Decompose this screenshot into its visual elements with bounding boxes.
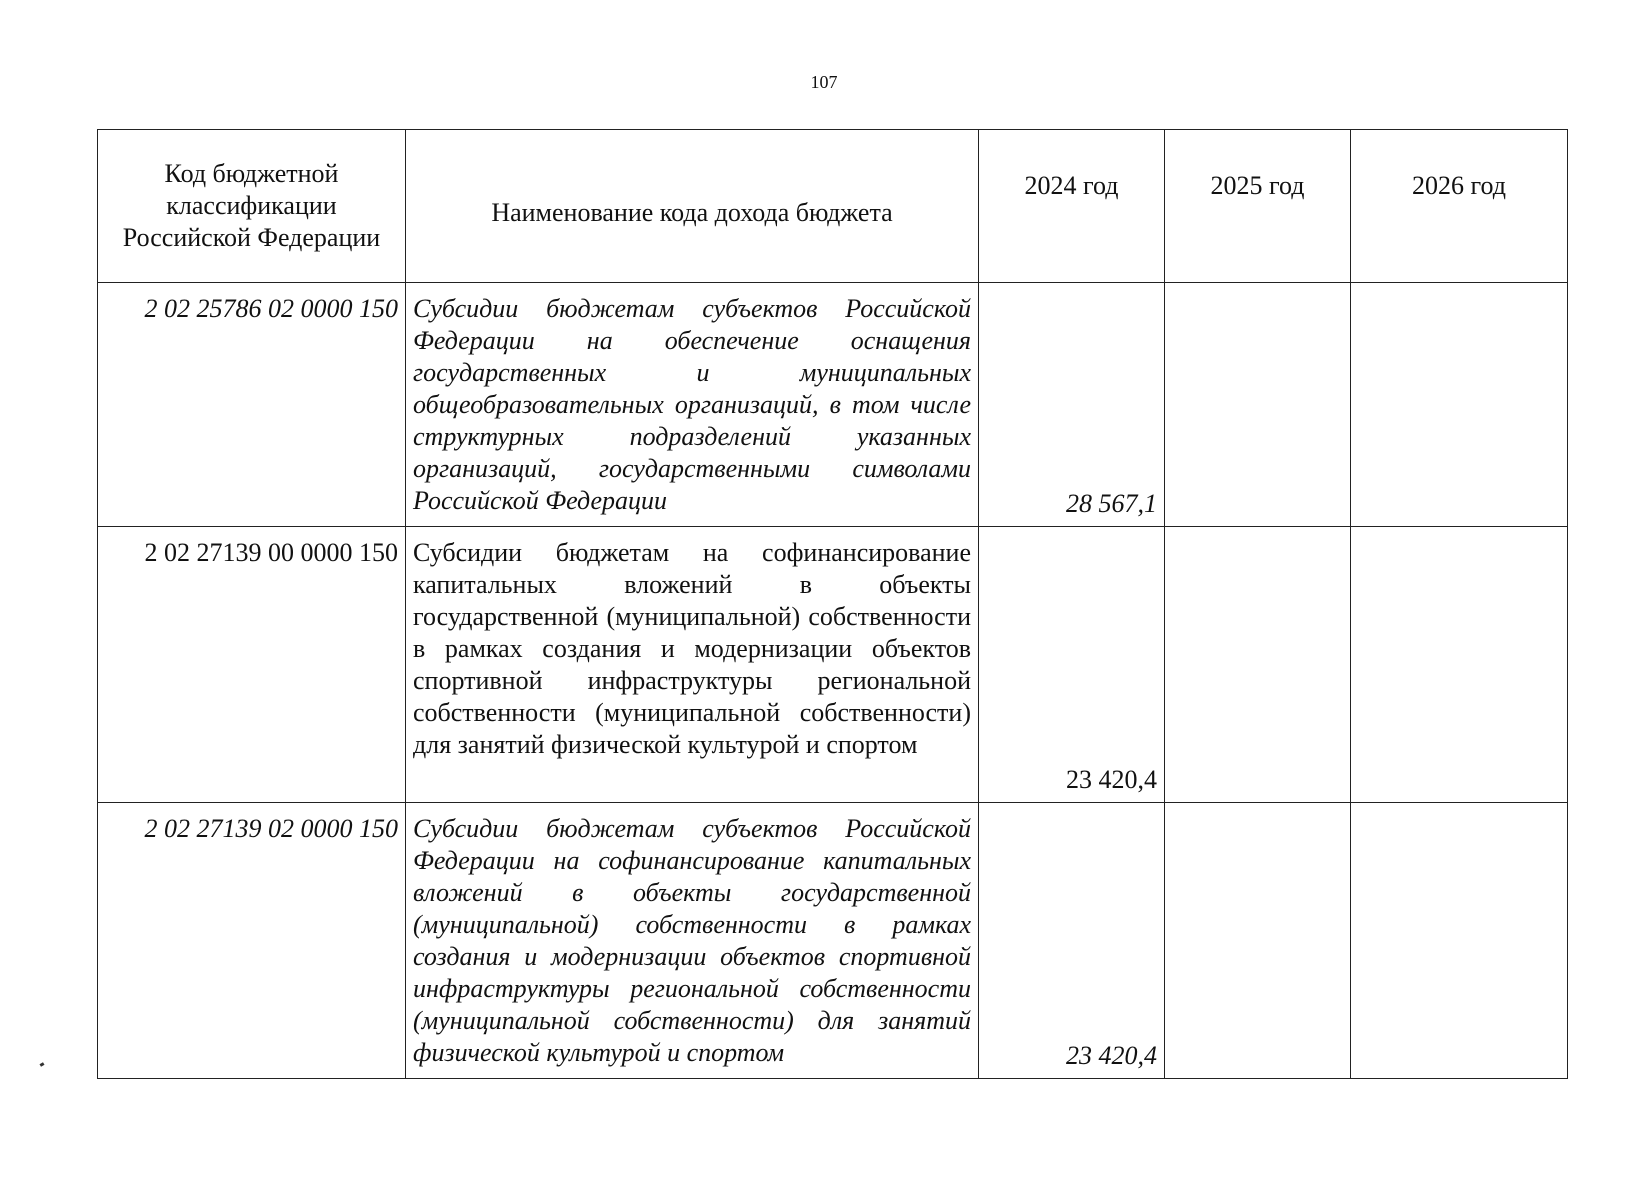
row-amount-2026 xyxy=(1351,527,1568,803)
table-row xyxy=(98,527,1568,803)
row-amount-2026 xyxy=(1351,803,1568,1079)
row-code: 2 02 27139 00 0000 150 xyxy=(98,527,406,803)
header-2024: 2024 год xyxy=(979,130,1165,283)
row-code: 2 02 27139 02 0000 150 xyxy=(98,803,406,1079)
header-2026: 2026 год xyxy=(1351,130,1568,283)
row-name: Субсидии бюджетам на софинансирование капитальных вложений в объекты государственной (муниципальной) собственности в рамках создания и модернизации объектов спортивной инфраструктуры региональной собственности (муниципальной собственности) для занятий физической культурой и спортом xyxy=(406,527,979,803)
table-row xyxy=(98,803,1568,1079)
row-amount-2025 xyxy=(1165,283,1351,527)
header-name: Наименование кода дохода бюджета xyxy=(406,130,979,283)
row-amount-2026 xyxy=(1351,283,1568,527)
row-amount-2025 xyxy=(1165,803,1351,1079)
row-name: Субсидии бюджетам субъектов Российской Федерации на обеспечение оснащения государственных и муниципальных общеобразовательных организаций, в том числе структурных подразделений указанных организаций, государственными символами Российской Федерации xyxy=(406,283,979,527)
budget-income-table xyxy=(97,129,1568,1079)
scan-speck xyxy=(40,1062,45,1067)
table-row xyxy=(98,283,1568,527)
header-code: Код бюджетной классификации Российской Федерации xyxy=(98,130,406,283)
table-header-row xyxy=(98,130,1568,283)
row-code: 2 02 25786 02 0000 150 xyxy=(98,283,406,527)
row-amount-2025 xyxy=(1165,527,1351,803)
row-amount-2024: 23 420,4 xyxy=(979,803,1165,1079)
row-amount-2024: 28 567,1 xyxy=(979,283,1165,527)
row-amount-2024: 23 420,4 xyxy=(979,527,1165,803)
row-name: Субсидии бюджетам субъектов Российской Федерации на софинансирование капитальных вложений в объекты государственной (муниципальной) собственности в рамках создания и модернизации объектов спортивной инфраструктуры региональной собственности (муниципальной собственности) для занятий физической культурой и спортом xyxy=(406,803,979,1079)
page-number: 107 xyxy=(810,72,838,92)
header-2025: 2025 год xyxy=(1165,130,1351,283)
